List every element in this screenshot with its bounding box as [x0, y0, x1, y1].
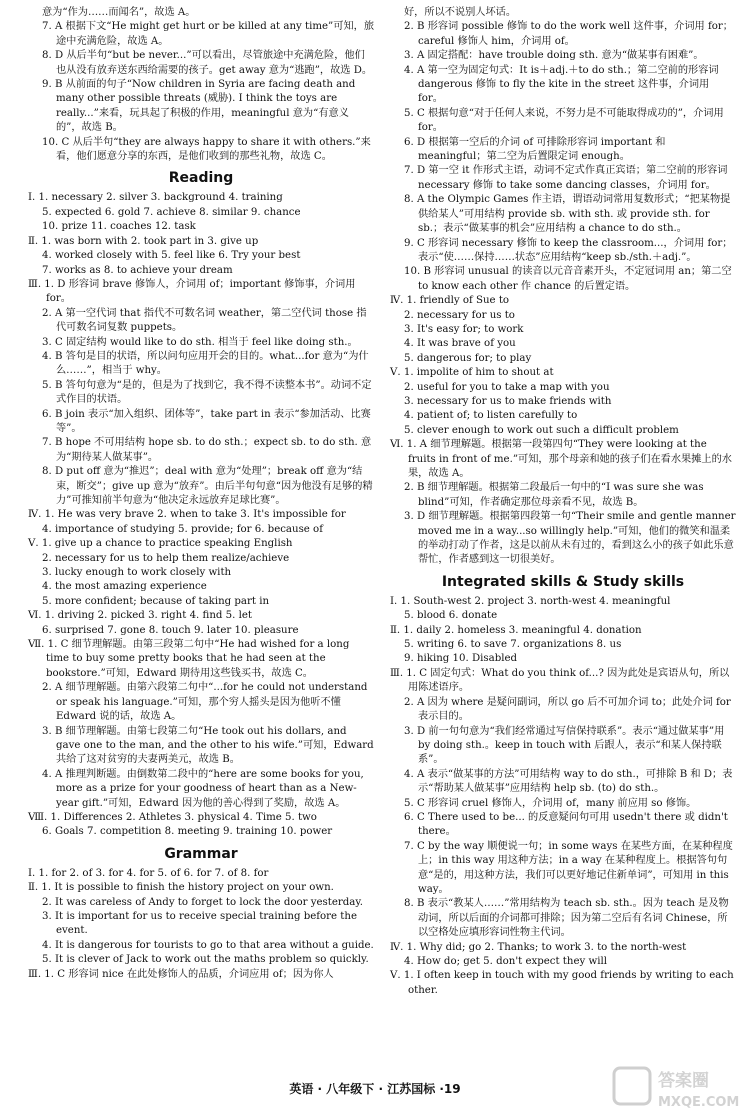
right-answer-line: 2. necessary for us to [404, 309, 515, 321]
right-answer-line: 4. A 第一空为固定句式：It is＋adj.＋to do sth.；第二空前的形容词 dangerous 修饰 to fly the kite in the street 这件事，介词用 for。 [404, 64, 719, 105]
right-answer-line: Ⅳ. 1. friendly of Sue to [390, 295, 510, 307]
right-answer-line: 3. D 细节理解题。根据第四段第一句“Their smile and gentle manner moved me in a way...so willingly help.”可知，他们的微笑和温柔的举动打动了作者，这是以前从未有过的，看到这么小的孩子如此乐意帮忙，作者感到这一切很美好。 [404, 511, 736, 566]
right-answer-line: 3. It's easy for; to work [404, 323, 524, 335]
right-answer-line: Ⅴ. 1. I often keep in touch with my good friends by writing to each other. [390, 970, 734, 996]
left-answer-line: 10. prize 11. coaches 12. task [42, 221, 196, 233]
left-answer-line: Ⅲ. 1. C 形容词 nice 在此处修饰人的品质，介词应用 of；因为你人 [28, 968, 334, 980]
left-answer-line: 2. A 第一空代词 that 指代不可数名词 weather，第二空代词 those 指代可数名词复数 puppets。 [42, 307, 367, 334]
right-answer-line: 6. D 根据第一空后的介词 of 可排除形容词 important 和 meaningful；第二空为后置限定词 enough。 [404, 136, 666, 163]
right-answer-line: Ⅳ. 1. Why did; go 2. Thanks; to work 3. to the north-west [390, 941, 687, 953]
left-answer-line: Ⅷ. 1. Differences 2. Athletes 3. physical 4. Time 5. two [28, 811, 317, 823]
section-heading: Integrated skills & Study skills [441, 573, 685, 590]
right-answer-line: 4. How do; get 5. don't expect they will [404, 956, 607, 967]
left-column [28, 6, 374, 982]
right-answer-line: 5. writing 6. to save 7. organizations 8. us [404, 639, 622, 651]
right-answer-line: Ⅵ. 1. A 细节理解题。根据第一段第四句“They were looking at the fruits in front of me.”可知，那个母亲和她的孩子们在看水果摊上的水果，故选 A。 [390, 439, 732, 479]
left-answer-line: 6. surprised 7. gone 8. touch 9. later 10. pleasure [42, 624, 299, 636]
right-answer-line: 2. A 因为 where 是疑问副词，所以 go 后不可加介词 to；此处介词 for 表示目的。 [404, 696, 731, 723]
left-answer-line: Ⅰ. 1. for 2. of 3. for 4. for 5. of 6. for 7. of 8. for [28, 867, 269, 879]
left-answer-line: 10. C 从后半句“they are always happy to share it with others.”来看，他们愿意分享的东西，是他们收到的那些礼物，故选 C。 [42, 136, 371, 163]
right-answer-line: 3. necessary for us to make friends with [404, 395, 612, 407]
left-answer-line: Ⅵ. 1. driving 2. picked 3. right 4. find 5. let [28, 610, 252, 622]
right-answer-line: Ⅲ. 1. C 固定句式：What do you think of...? 因为此处是宾语从句，所以用陈述语序。 [390, 667, 730, 694]
right-answer-line: 5. clever enough to work out such a difficult problem [404, 424, 679, 436]
left-answer-line: 6. Goals 7. competition 8. meeting 9. training 10. power [42, 826, 333, 838]
left-answer-line: Ⅴ. 1. give up a chance to practice speaking English [28, 538, 293, 550]
right-answer-line: 4. A 表示“做某事的方法”可用结构 way to do sth.，可排除 B 和 D；表示“帮助某人做某事”应用结构 help sb. (to) do sth.。 [404, 768, 733, 795]
left-answer-line: 3. It is important for us to receive special training before the event. [42, 910, 357, 937]
right-answer-line: 3. A 固定搭配：have trouble doing sth. 意为“做某事有困难”。 [404, 50, 704, 62]
left-answer-line: 8. D put off 意为“推迟”；deal with 意为“处理”；break off 意为“结束，断交”；give up 意为“放弃”。由后半句句意“因为他没有足够的精力”可推知前半句意为“他决定永远放弃足球比赛”。 [42, 466, 373, 506]
right-answer-line: Ⅱ. 1. daily 2. homeless 3. meaningful 4. donation [390, 624, 642, 636]
left-answer-line: Ⅱ. 1. was born with 2. took part in 3. give up [28, 235, 259, 247]
left-answer-line: Ⅱ. 1. It is possible to finish the history project on your own. [28, 882, 334, 894]
right-answer-line: 2. B 形容词 possible 修饰 to do the work well 这件事，介词用 for；careful 修饰人 him，介词用 of。 [404, 21, 733, 47]
left-answer-line: Ⅶ. 1. C 细节理解题。由第三段第二句中“He had wished for a long time to buy some pretty books that he had seen at the bookstore.”可知，Edward 期待用这些钱买书，故选 C。 [28, 639, 350, 679]
left-answer-line: 4. It is dangerous for tourists to go to that area without a guide. [42, 939, 374, 951]
right-answer-line: 7. D 第一空 it 作形式主语，动词不定式作真正宾语；第二空前的形容词 necessary 修饰 to take some dancing classes，介词用 for。 [404, 165, 728, 191]
right-answer-line: 4. patient of; to listen carefully to [404, 410, 578, 422]
page-footer: 英语 · 八年级下 · 江苏国标 ·19 [289, 1082, 461, 1096]
left-answer-line: 3. C 固定结构 would like to do sth. 相当于 feel like doing sth.。 [42, 336, 358, 348]
left-answer-line: 5. B 答句句意为“是的，但是为了找到它，我不得不读整本书”。动词不定式作目的状语。 [42, 379, 372, 406]
left-answer-line: 7. works as 8. to achieve your dream [42, 264, 233, 276]
right-answer-line: 6. C There used to be... 的反意疑问句可用 usedn't there 或 didn't there。 [404, 811, 728, 838]
left-answer-line: 5. It is clever of Jack to work out the maths problem so quickly. [42, 954, 369, 966]
right-answer-line: 10. B 形容词 unusual 的读音以元音音素开头，不定冠词用 an；第二空 to know each other 作 chance 的后置定语。 [404, 266, 732, 292]
left-answer-line: 6. B join 表示“加入组织、团体等”，take part in 表示“参加活动、比赛等”。 [42, 408, 371, 434]
right-answer-line: 7. C by the way 顺便说一句；in some ways 在某些方面，在某种程度上；in this way 用这种方法；in a way 在某种程度上。根据答句句意“是的，用这种方法，我们可以更好地记住新单词”，可知用 in this way。 [404, 840, 733, 895]
right-answer-line: 5. C 形容词 cruel 修饰人，介词用 of，many 前应用 so 修饰。 [404, 797, 697, 809]
section-heading: Reading [168, 170, 234, 187]
right-answer-line: 5. dangerous for; to play [404, 352, 532, 364]
left-answer-line: 4. B 答句是目的状语，所以问句应用开会的目的。what...for 意为“为什么……”，相当于 why。 [42, 350, 369, 377]
left-answer-line: 4. A 推理判断题。由倒数第二段中的“here are some books for you, more as a prize for your goodness of heart than as a New-year gift.”可知，Edward 因为他的善心得到了奖励，故选 A。 [42, 768, 364, 809]
left-answer-line: 意为“作为……而闻名”，故选 A。 [42, 7, 196, 18]
left-answer-line: 5. more confident; because of taking part in [42, 595, 270, 607]
left-answer-line: 7. B hope 不可用结构 hope sb. to do sth.；expect sb. to do sth. 意为“期待某人做某事”。 [42, 437, 372, 463]
left-answer-line: Ⅰ. 1. necessary 2. silver 3. background 4. training [28, 192, 283, 204]
right-column [390, 6, 736, 998]
left-answer-line: 3. B 细节理解题。由第七段第二句“He took out his dollars, and gave one to the man, and the other to his wife.”可知，Edward 共给了这对贫穷的夫妻两美元，故选 B。 [42, 725, 374, 766]
left-answer-line: 5. expected 6. gold 7. achieve 8. similar 9. chance [42, 206, 301, 218]
left-answer-line: Ⅲ. 1. D 形容词 brave 修饰人，介词用 of；important 修饰事，介词用 for。 [28, 278, 356, 305]
right-answer-line: Ⅰ. 1. South-west 2. project 3. north-west 4. meaningful [390, 595, 671, 607]
section-heading: Grammar [164, 845, 238, 862]
right-answer-line: 2. useful for you to take a map with you [404, 381, 610, 393]
right-answer-line: 3. D 前一句句意为“我们经常通过写信保持联系”。表示“通过做某事”用 by doing sth.。keep in touch with 后跟人，表示“和某人保持联系”。 [404, 725, 725, 766]
left-answer-line: 2. It was careless of Andy to forget to lock the door yesterday. [42, 896, 363, 908]
left-answer-line: 7. A 根据下文“He might get hurt or be killed at any time”可知，旅途中充满危险，故选 A。 [42, 21, 375, 47]
right-answer-line: Ⅴ. 1. impolite of him to shout at [390, 367, 554, 379]
right-answer-line: 8. B 表示“教某人……”常用结构为 teach sb. sth.。因为 teach 是及物动词，所以后面的介词都可排除；因为第二空后有名词 Chinese，所以空格处应填形容词性物主代词。 [404, 898, 729, 939]
left-answer-line: 4. importance of studying 5. provide; for 6. because of [42, 523, 323, 535]
left-answer-line: Ⅳ. 1. He was very brave 2. when to take 3. It's impossible for [28, 509, 346, 521]
svg-text:答案圈: 答案圈 [658, 1071, 709, 1091]
svg-text:MXQE.COM: MXQE.COM [658, 1095, 740, 1110]
left-answer-line: 9. B 从前面的句子“Now children in Syria are facing death and many other possible threats (威胁). I think the toys are really...”来看，玩具起了积极的作用，meaningful 意为“有意义的”，故选 B。 [42, 79, 356, 134]
right-answer-line: 5. C 根据句意“对于任何人来说，不努力是不可能取得成功的”，介词用 for。 [404, 107, 724, 134]
right-answer-line: 8. A the Olympic Games 作主语，谓语动词常用复数形式；“把某物提供给某人”可用结构 provide sb. with sth. 或 provide sth. for sb.；表示“做某事的机会”应用结构 a chance to do sth.。 [404, 194, 731, 235]
right-answer-line: 2. B 细节理解题。根据第二段最后一句中的“I was sure she was blind”可知，作者确定那位母亲看不见，故选 B。 [404, 482, 704, 508]
left-answer-line: 4. the most amazing experience [42, 581, 207, 593]
left-answer-line: 2. A 细节理解题。由第六段第二句中“...for he could not understand or speak his language.”可知，那个穷人摇头是因为他听不懂 Edward 说的话，故选 A。 [42, 682, 368, 723]
right-answer-line: 4. It was brave of you [404, 338, 516, 350]
watermark-logo [612, 1062, 742, 1112]
left-answer-line: 3. lucky enough to work closely with [42, 567, 232, 579]
right-answer-line: 9. C 形容词 necessary 修饰 to keep the classroom...，介词用 for；表示“使……保持……状态”应用结构“keep sb./sth.＋adj.”。 [404, 237, 733, 263]
right-answer-line: 9. hiking 10. Disabled [404, 653, 518, 665]
left-answer-line: 2. necessary for us to help them realize/achieve [42, 552, 290, 564]
right-answer-line: 5. blood 6. donate [404, 610, 498, 622]
left-answer-line: 4. worked closely with 5. feel like 6. Try your best [42, 250, 301, 262]
right-answer-line: 好，所以不说别人坏话。 [404, 7, 517, 18]
left-answer-line: 8. D 从后半句“but be never...”可以看出，尽管旅途中充满危险，他们也从没有放弃送东西给需要的孩子。get away 意为“逃跑”，故选 D。 [42, 50, 373, 76]
